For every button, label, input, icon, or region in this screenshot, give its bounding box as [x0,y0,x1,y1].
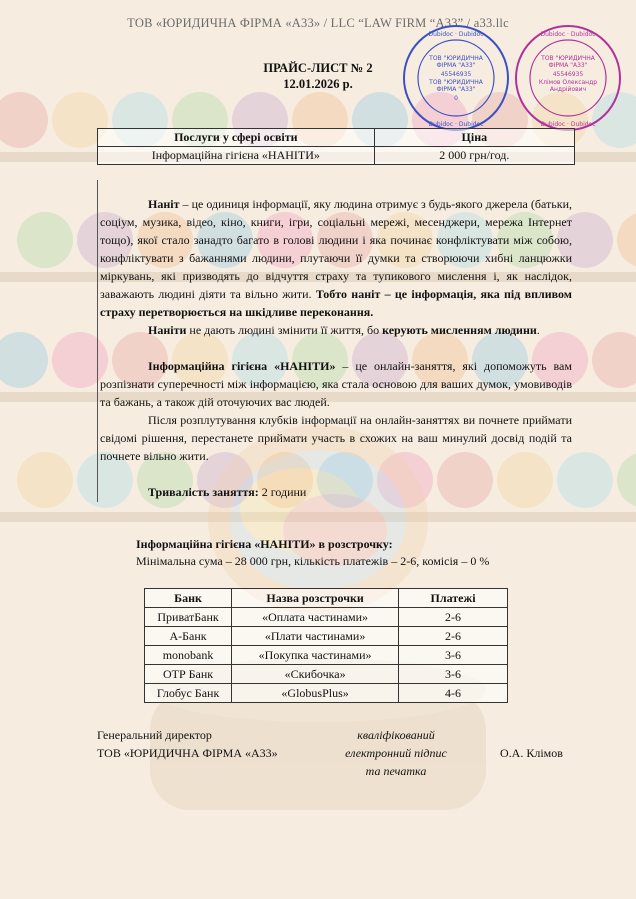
table-row [98,147,575,165]
paragraph [100,411,572,465]
signer-name: О.А. Клімов [500,746,563,760]
installment-table [144,588,508,703]
svg-text:Андрійович: Андрійович [549,86,587,93]
table-cell: monobank [145,646,232,665]
table-header-row [145,589,508,608]
table-row [145,665,508,684]
svg-text:ТОВ "ЮРИДИЧНА: ТОВ "ЮРИДИЧНА [429,55,483,62]
table-cell: 3-6 [399,646,508,665]
table-cell: «Покупка частинами» [232,646,399,665]
table-header-row [98,129,575,147]
table-cell: 2-6 [399,627,508,646]
svg-text:Dubidoc · Dubidoc: Dubidoc · Dubidoc [540,31,596,38]
description-block [100,195,572,501]
svg-text:ФІРМА "А33": ФІРМА "А33" [436,62,476,69]
table-row [145,646,508,665]
svg-text:ТОВ "ЮРИДИЧНА: ТОВ "ЮРИДИЧНА [541,55,595,62]
signature-note-line: електронний підпис [345,746,447,760]
position-text: Генеральний директор [97,728,212,742]
paragraph-text: – це одиниця інформації, яку людина отримує з будь-якого джерела (батьки, соціум, музика, відео, кіно, книги, ігри, соціальні мережі, месенджери, мережа Інтернет тощо), якої стало занадто багато в голові людини і яка починає конфліктувати між собою, конфліктувати з бажаннями людини, плутаючи її думки та створюючи хибні ланцюжки міркувань, які призводять до відчуття страху та тупикового мислення і, як наслідок, заважають людині діяти та вільно жити. [100,197,572,301]
duration-value: 2 години [258,485,307,499]
emphasis-text: Тобто наніт – це інформація, яка під впливом страху перетворюється на шкідливе переконання. [100,287,572,319]
table-cell: «Плати частинами» [232,627,399,646]
installment-block [136,536,576,570]
svg-text:ФІРМА "А33": ФІРМА "А33" [548,62,588,69]
table-cell: «Оплата частинами» [232,608,399,627]
table-header-cell: Ціна [374,129,574,147]
svg-text:Клімов Олександр: Клімов Олександр [538,79,598,86]
table-cell: Інформаційна гігієна «НАНІТИ» [98,147,375,165]
title-date: 12.01.2026 р. [283,77,353,91]
paragraph-text: не дають людині змінити її життя, бо [186,323,383,337]
duration-line [100,483,572,501]
svg-text:0: 0 [454,95,458,102]
term: Наніт [148,197,180,211]
installment-title-text: Інформаційна гігієна «НАНІТИ» в розстрочку: [136,537,393,551]
document-title [0,60,636,92]
table-header-cell: Послуги у сфері освіти [98,129,375,147]
installment-subtitle: Мінімальна сума – 28 000 грн, кількість платежів – 2-6, комісія – 0 % [136,554,490,568]
table-header-cell: Назва розстрочки [232,589,399,608]
table-row [145,627,508,646]
svg-text:Dubidoc · Dubidoc: Dubidoc · Dubidoc [428,31,484,38]
emphasis-text: керують мисленням людини [382,323,537,337]
paragraph-text: . [536,323,540,337]
paragraph-text: Після розплутування клубків інформації на онлайн-заняттях ви почнете приймати свідомі рішення, перестанете приймати участь в схожих на ваш минулий досвід подій та почнете вільно жити. [100,413,572,463]
page-header: ТОВ «ЮРИДИЧНА ФІРМА «А33» / LLC “LAW FIRM “A33” / a33.llc [127,16,509,30]
svg-text:45546935: 45546935 [440,71,472,78]
installment-title [136,536,576,553]
table-row [145,684,508,703]
electronic-signature-note [334,726,458,780]
term: Наніти [148,323,187,337]
signature-note-line: кваліфікований [357,728,435,742]
table-header-cell: Платежі [399,589,508,608]
svg-text:Dubidoc · Dubidoc: Dubidoc · Dubidoc [540,121,596,128]
duration-label: Тривалість заняття: [148,485,259,499]
svg-text:Dubidoc · Dubidoc: Dubidoc · Dubidoc [428,121,484,128]
table-cell: 4-6 [399,684,508,703]
svg-text:ФІРМА "А33": ФІРМА "А33" [436,86,476,93]
table-cell: 2 000 грн/год. [374,147,574,165]
margin-rule [97,180,98,502]
svg-text:ТОВ "ЮРИДИЧНА: ТОВ "ЮРИДИЧНА [429,79,483,86]
table-cell: 2-6 [399,608,508,627]
table-cell: А-Банк [145,627,232,646]
price-table [97,128,575,165]
signer-position [97,726,278,762]
table-header-cell: Банк [145,589,232,608]
term: Інформаційна гігієна «НАНІТИ» [148,359,336,373]
company-text: ТОВ «ЮРИДИЧНА ФІРМА «А33» [97,746,278,760]
table-cell: Глобус Банк [145,684,232,703]
paragraph [100,357,572,411]
signature-note-line: та печатка [365,764,427,778]
table-row [145,608,508,627]
paragraph-text: – це онлайн-заняття, які допоможуть вам розпізнати суперечності між інформацією, яка стала основою для ваших думок, умовиводів та бажань, а також дій оточуючих вас людей. [100,359,572,409]
table-cell: ПриватБанк [145,608,232,627]
svg-text:45546935: 45546935 [552,71,584,78]
table-cell: 3-6 [399,665,508,684]
paragraph [100,195,572,321]
paragraph [100,321,572,339]
table-cell: ОТР Банк [145,665,232,684]
title-line: ПРАЙС-ЛИСТ № 2 [263,61,373,75]
table-cell: «Скибочка» [232,665,399,684]
table-cell: «GlobusPlus» [232,684,399,703]
